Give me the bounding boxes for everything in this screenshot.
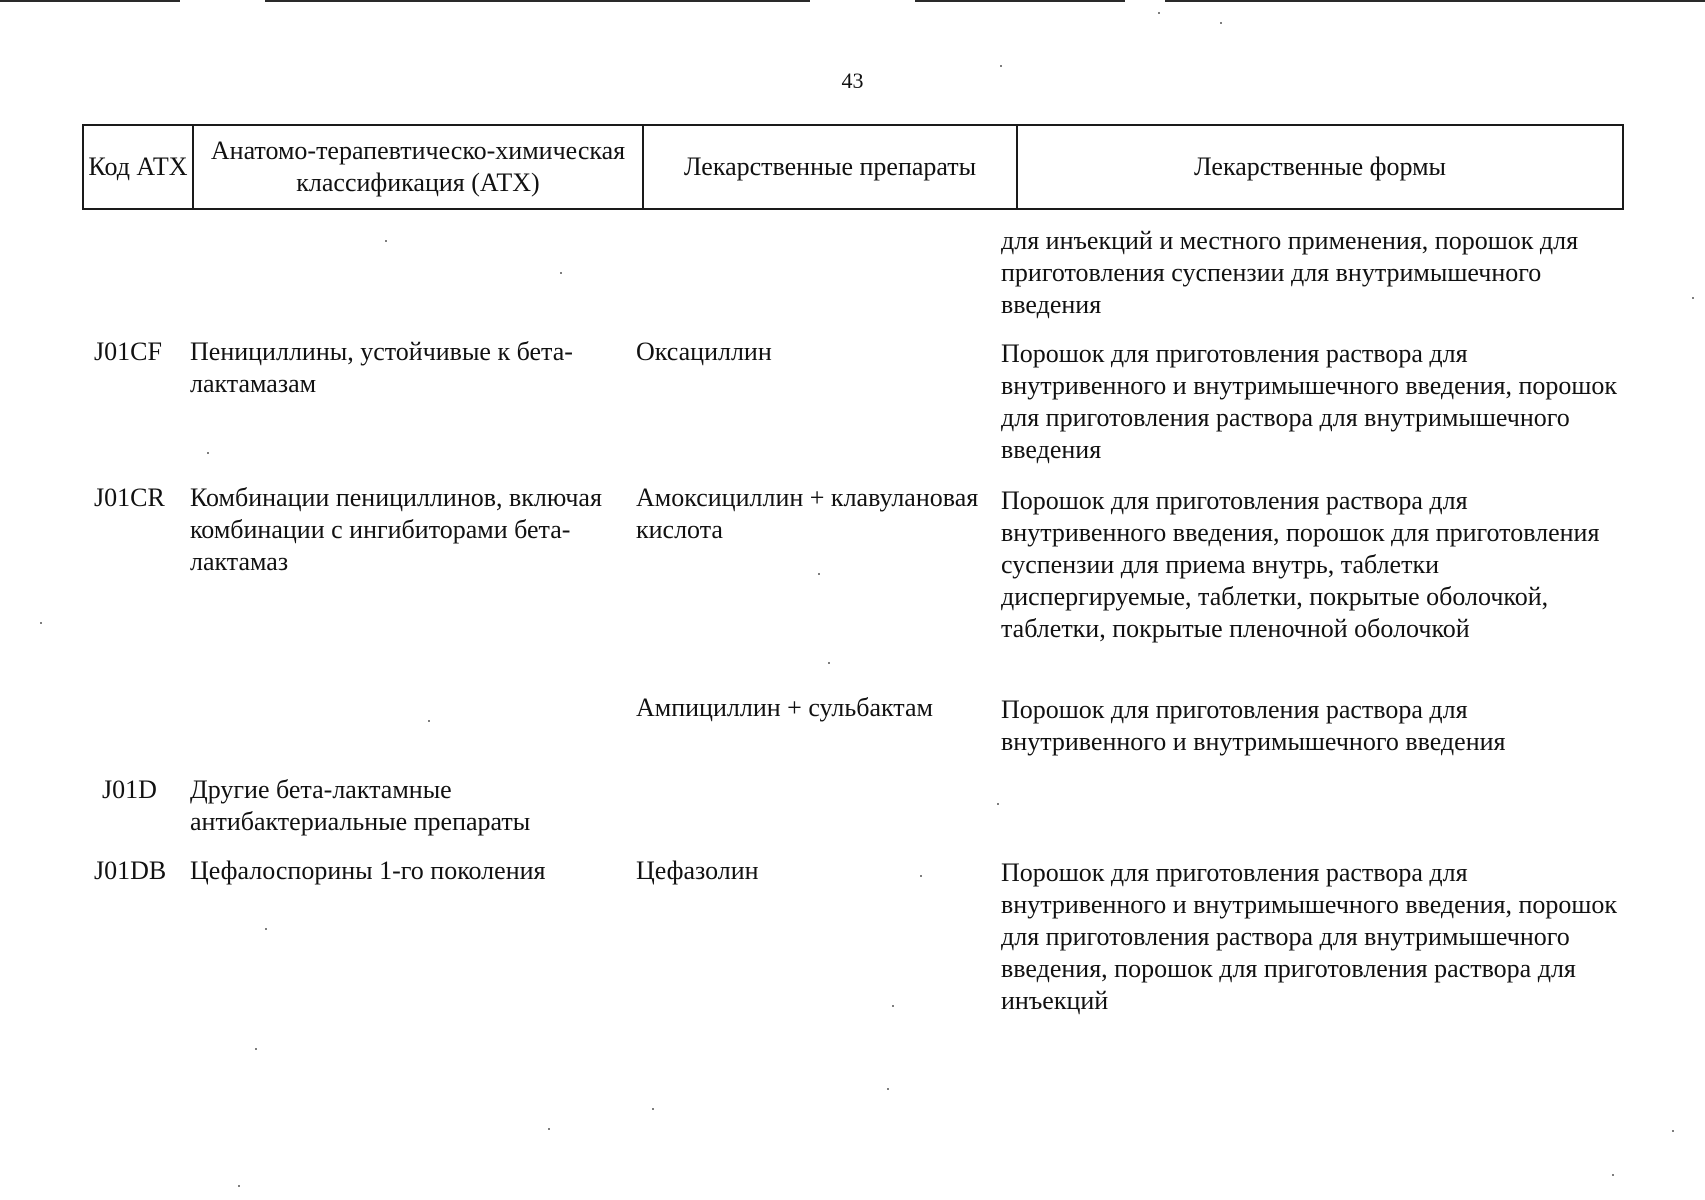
scan-speck <box>1672 1130 1674 1132</box>
row-code: J01CF <box>94 337 162 366</box>
scan-artifact-line <box>915 0 1125 2</box>
row-drug: Ампициллин + сульбактам <box>636 693 933 722</box>
scan-speck <box>385 240 387 242</box>
scan-speck <box>887 1088 889 1090</box>
row-forms: Порошок для приготовления раствора для внутривенного введения, порошок для приготовления суспензии для приема внутрь, таблетки диспергируемые, таблетки, покрытые оболочкой, таблетки, покрытые пленочной оболочкой <box>1001 486 1600 643</box>
scan-speck <box>428 720 430 722</box>
header-forms: Лекарственные формы <box>1017 125 1623 209</box>
scan-speck <box>997 803 999 805</box>
row-drug: Амоксициллин + клавулановая кислота <box>636 483 979 544</box>
scan-speck <box>1158 12 1160 14</box>
row-drug: Оксациллин <box>636 337 772 366</box>
row-classification: Другие бета-лактамные антибактериальные препараты <box>190 775 531 836</box>
scan-speck <box>560 272 562 274</box>
row-code: J01CR <box>94 483 165 512</box>
row-classification: Комбинации пенициллинов, включая комбинации с ингибиторами бета-лактамаз <box>190 483 602 576</box>
row-forms: Порошок для приготовления раствора для внутривенного и внутримышечного введения, порошок для приготовления раствора для внутримышечного введения <box>1001 339 1618 464</box>
scan-speck <box>652 1108 654 1110</box>
scan-speck <box>238 1185 240 1187</box>
scan-artifact-line <box>0 0 180 2</box>
scan-speck <box>265 928 267 930</box>
row-code: J01D <box>102 775 157 804</box>
page-number: 43 <box>841 68 864 93</box>
scan-speck <box>1612 1174 1614 1176</box>
scan-speck <box>1692 297 1694 299</box>
header-drugs: Лекарственные препараты <box>643 125 1017 209</box>
row-forms: Порошок для приготовления раствора для внутривенного и внутримышечного введения, порошок для приготовления раствора для внутримышечного введения, порошок для приготовления раствора для инъекций <box>1001 858 1618 1015</box>
scan-speck <box>1000 65 1002 67</box>
scan-speck <box>40 622 42 624</box>
scan-speck <box>255 1048 257 1050</box>
scan-speck <box>548 1128 550 1130</box>
scan-artifact-line <box>1165 0 1705 2</box>
header-classification: Анатомо-терапевтическо-химическая классификация (АТХ) <box>193 125 643 209</box>
table-header <box>82 124 1624 210</box>
row-classification: Пенициллины, устойчивые к бета-лактамазам <box>190 337 573 398</box>
continuation-forms: для инъекций и местного применения, порошок для приготовления суспензии для внутримышечного введения <box>1001 226 1579 319</box>
row-forms: Порошок для приготовления раствора для внутривенного и внутримышечного введения <box>1001 695 1506 756</box>
scan-speck <box>920 875 922 877</box>
scan-artifact-line <box>265 0 810 2</box>
scan-speck <box>892 1005 894 1007</box>
scan-speck <box>818 573 820 575</box>
row-code: J01DB <box>94 856 167 885</box>
scan-speck <box>828 662 830 664</box>
row-classification: Цефалоспорины 1-го поколения <box>190 856 546 885</box>
row-drug: Цефазолин <box>636 856 759 885</box>
scan-speck <box>207 452 209 454</box>
header-code: Код АТХ <box>83 125 193 209</box>
scan-speck <box>1220 22 1222 24</box>
